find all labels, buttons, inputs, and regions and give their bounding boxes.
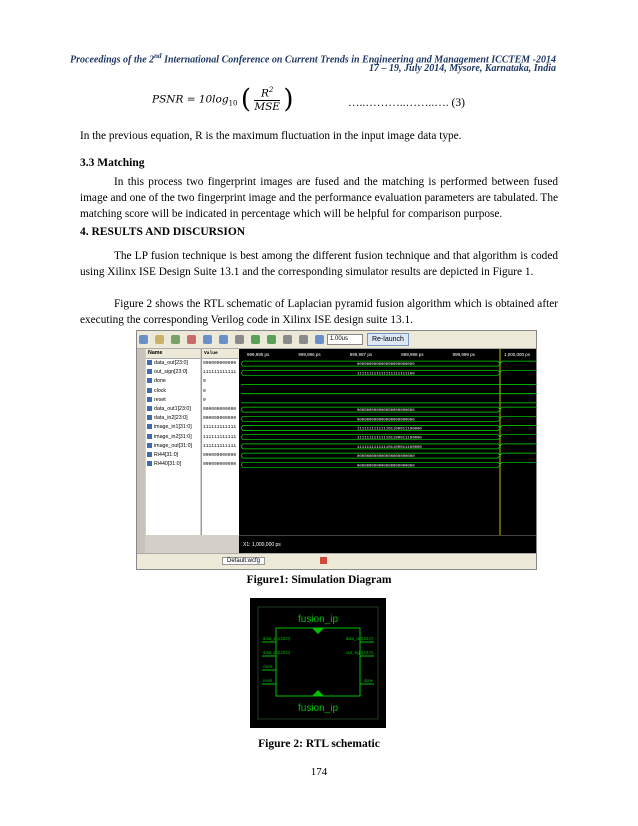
signal-bus-icon bbox=[147, 434, 152, 439]
signal-name: data_out1[23:0] bbox=[154, 405, 191, 412]
bus-value-label: 000000000000000000000000 bbox=[357, 464, 415, 469]
waveform-status-bar bbox=[239, 535, 536, 554]
bus-waveform-tail bbox=[500, 426, 536, 429]
restart-icon bbox=[315, 335, 324, 344]
signal-bus-icon bbox=[147, 406, 152, 411]
relaunch-button: Re-launch bbox=[367, 333, 409, 346]
simulator-toolbar bbox=[137, 331, 536, 349]
signal-name: image_in1[31:0] bbox=[154, 424, 192, 431]
copy-icon bbox=[171, 335, 180, 344]
marker-icon bbox=[283, 335, 292, 344]
signal-name-row[interactable] bbox=[146, 368, 200, 377]
waveform-pane bbox=[239, 349, 536, 535]
bus-waveform-tail bbox=[500, 435, 536, 438]
zoom-fit-icon bbox=[235, 335, 244, 344]
close-tab-icon bbox=[320, 557, 327, 564]
signal-name: image_in2[31:0] bbox=[154, 433, 192, 440]
bus-waveform-tail bbox=[500, 444, 536, 447]
block-bottom-marker bbox=[312, 690, 324, 696]
block-title-bottom: fusion_ip bbox=[297, 703, 339, 714]
bus-value-label: 000000000000000000000000 bbox=[357, 363, 415, 368]
value-column-header: Value bbox=[202, 349, 239, 359]
conference-header-line2: 17 – 19, July 2014, Mysore, Karnataka, India bbox=[369, 63, 556, 74]
signal-bus-icon bbox=[147, 397, 152, 402]
time-tick-label: 999,995 ps bbox=[247, 352, 270, 357]
signal-bus-icon bbox=[147, 360, 152, 365]
bus-value-label: 000000000000000000000000 bbox=[357, 409, 415, 414]
signal-value: 000000000000 bbox=[203, 462, 237, 468]
signal-value: 0 bbox=[203, 379, 206, 385]
simulator-bottom-bar bbox=[137, 553, 536, 570]
bus-waveform-tail bbox=[500, 407, 536, 410]
input-port-label: reset bbox=[263, 678, 273, 683]
signal-name: done bbox=[154, 378, 166, 385]
run-time-select: 1.00us bbox=[327, 334, 363, 345]
signal-bus-icon bbox=[147, 424, 152, 429]
signal-name-row[interactable] bbox=[146, 433, 200, 442]
signal-value: 000000000000 bbox=[203, 452, 237, 458]
paragraph-results-1: The LP fusion technique is best among the different fusion technique and that algorithm is coded using Xilinx ISE Design Suite 13.1 and the corresponding simulator results are depicted in Figure 1. bbox=[80, 250, 558, 278]
block-title-top: fusion_ip bbox=[297, 614, 339, 625]
paragraph-psnr-note: In the previous equation, R is the maximum fluctuation in the input image data type. bbox=[80, 130, 462, 142]
signal-bus-icon bbox=[147, 388, 152, 393]
signal-bus-icon bbox=[147, 415, 152, 420]
input-port-label: clock bbox=[263, 664, 273, 669]
time-tick-label: 999,997 ps bbox=[349, 352, 373, 357]
signal-name-column bbox=[146, 349, 200, 535]
signal-value: 111111111111 bbox=[203, 370, 237, 376]
waveform-plot bbox=[239, 349, 536, 535]
bus-value-label: 111111111111101100011100000 bbox=[357, 445, 422, 450]
signal-name-row[interactable] bbox=[146, 414, 200, 423]
rtl-schematic bbox=[250, 598, 386, 728]
simulator-left-rail bbox=[137, 349, 145, 553]
signal-name-row[interactable] bbox=[146, 460, 200, 469]
signal-name: clock bbox=[154, 387, 167, 394]
simulation-screenshot bbox=[136, 330, 537, 570]
conference-header-line1: Proceedings of the 2nd International Conference on Current Trends in Engineering and Management ICCTEM -2014 bbox=[70, 52, 556, 66]
signal-name-row[interactable] bbox=[146, 359, 200, 368]
signal-name: data_in2[23:0] bbox=[154, 415, 188, 422]
signal-name-row[interactable] bbox=[146, 423, 200, 432]
signal-name: image_out[31:0] bbox=[154, 442, 192, 449]
signal-bus-icon bbox=[147, 443, 152, 448]
signal-value: 000000000000 bbox=[203, 361, 237, 366]
figure2-caption: Figure 2: RTL schematic bbox=[258, 738, 380, 750]
signal-bus-icon bbox=[147, 461, 152, 466]
bus-value-label: 000000000000000000000000 bbox=[357, 418, 415, 423]
cursor-next-icon bbox=[267, 335, 276, 344]
time-tick-label: 999,999 ps bbox=[452, 352, 475, 357]
signal-name: out_sign[23:0] bbox=[154, 369, 188, 376]
signal-bus-icon bbox=[147, 378, 152, 383]
signal-value: 000000000000 bbox=[203, 416, 237, 422]
block-top-marker bbox=[312, 628, 324, 634]
signal-value-column bbox=[201, 349, 239, 535]
signal-value: 000000000000 bbox=[203, 406, 237, 412]
bus-waveform-tail bbox=[500, 453, 536, 456]
page-number: 174 bbox=[310, 766, 328, 778]
input-port-label: data_in2(23:0) bbox=[263, 650, 291, 655]
zoom-in-icon bbox=[203, 335, 212, 344]
signal-bus-icon bbox=[147, 369, 152, 374]
signal-value: 0 bbox=[203, 388, 206, 394]
equation-number: …..………..……..…. (3) bbox=[348, 97, 465, 109]
paragraph-matching: In this process two fingerprint images are fused and the matching is performed between fused image and one of the two fingerprint image and the performance evaluation parameters are tabulated. The matching score will be indicated in percentage which will be helpful for comparison purpose. bbox=[80, 176, 558, 220]
bus-waveform-tail bbox=[500, 361, 536, 364]
output-port-label: data_out(23:0) bbox=[345, 636, 373, 641]
signal-bus-icon bbox=[147, 452, 152, 457]
bus-value-label: 111111111111101100011100000 bbox=[357, 427, 422, 432]
section-heading-matching: 3.3 Matching bbox=[80, 157, 145, 169]
time-tick-label: 1,000,000 ps bbox=[504, 352, 531, 357]
section-heading-results: 4. RESULTS AND DISCURSION bbox=[80, 226, 246, 238]
signal-name-row[interactable] bbox=[146, 396, 200, 405]
input-port-label: data_in1(23:0) bbox=[263, 636, 291, 641]
wcfg-file-tab: Default.wcfg bbox=[222, 557, 265, 565]
delete-icon bbox=[187, 335, 196, 344]
signal-name-row[interactable] bbox=[146, 387, 200, 396]
bus-value-label: 111111111111111111111100 bbox=[357, 372, 415, 377]
bus-waveform-tail bbox=[500, 370, 536, 373]
signal-name-row[interactable] bbox=[146, 405, 200, 414]
signal-name-row[interactable] bbox=[146, 451, 200, 460]
time-tick-label: 999,996 ps bbox=[298, 352, 321, 357]
signal-name: Ri440[31:0] bbox=[154, 461, 182, 468]
paragraph-results-2: Figure 2 shows the RTL schematic of Laplacian pyramid fusion algorithm which is obtained after executing the corresponding Verilog code in Xilinx ISE design suite 13.1. bbox=[80, 298, 558, 326]
bus-waveform-tail bbox=[500, 416, 536, 419]
output-port-label: out_sign(23:0) bbox=[346, 650, 373, 655]
time-tick-label: 999,998 ps bbox=[401, 352, 424, 357]
signal-name-row[interactable] bbox=[146, 442, 200, 451]
output-port-label: done bbox=[363, 678, 373, 683]
signal-value: 111111111111 bbox=[203, 443, 237, 449]
signal-value: 111111111111 bbox=[203, 434, 237, 440]
cursor-prev-icon bbox=[251, 335, 260, 344]
rtl-schematic-drawing bbox=[250, 598, 386, 728]
signal-name-row[interactable] bbox=[146, 377, 200, 386]
signal-name: data_out[23:0] bbox=[154, 360, 188, 366]
figure1-caption: Figure1: Simulation Diagram bbox=[246, 574, 392, 586]
signal-value: 111111111111 bbox=[203, 425, 237, 431]
name-column-header: Name bbox=[146, 349, 200, 359]
signal-name: reset bbox=[154, 396, 166, 403]
pointer-icon bbox=[139, 335, 148, 344]
bus-value-label: 111111111111101100011100000 bbox=[357, 436, 422, 441]
psnr-equation: PSNR = $10\log_{10}$ ( $\frac{R^2}{\text{MSE}}$ ) bbox=[152, 84, 294, 115]
bus-waveform-tail bbox=[500, 462, 536, 465]
zoom-out-icon bbox=[219, 335, 228, 344]
cut-icon bbox=[155, 335, 164, 344]
cursor-readout: X1: 1,000,000 ps bbox=[243, 542, 281, 548]
signal-value: 0 bbox=[203, 397, 206, 403]
marker-add-icon bbox=[299, 335, 308, 344]
signal-name: Ri44[31:0] bbox=[154, 451, 179, 458]
bus-value-label: 000000000000000000000000 bbox=[357, 455, 415, 460]
